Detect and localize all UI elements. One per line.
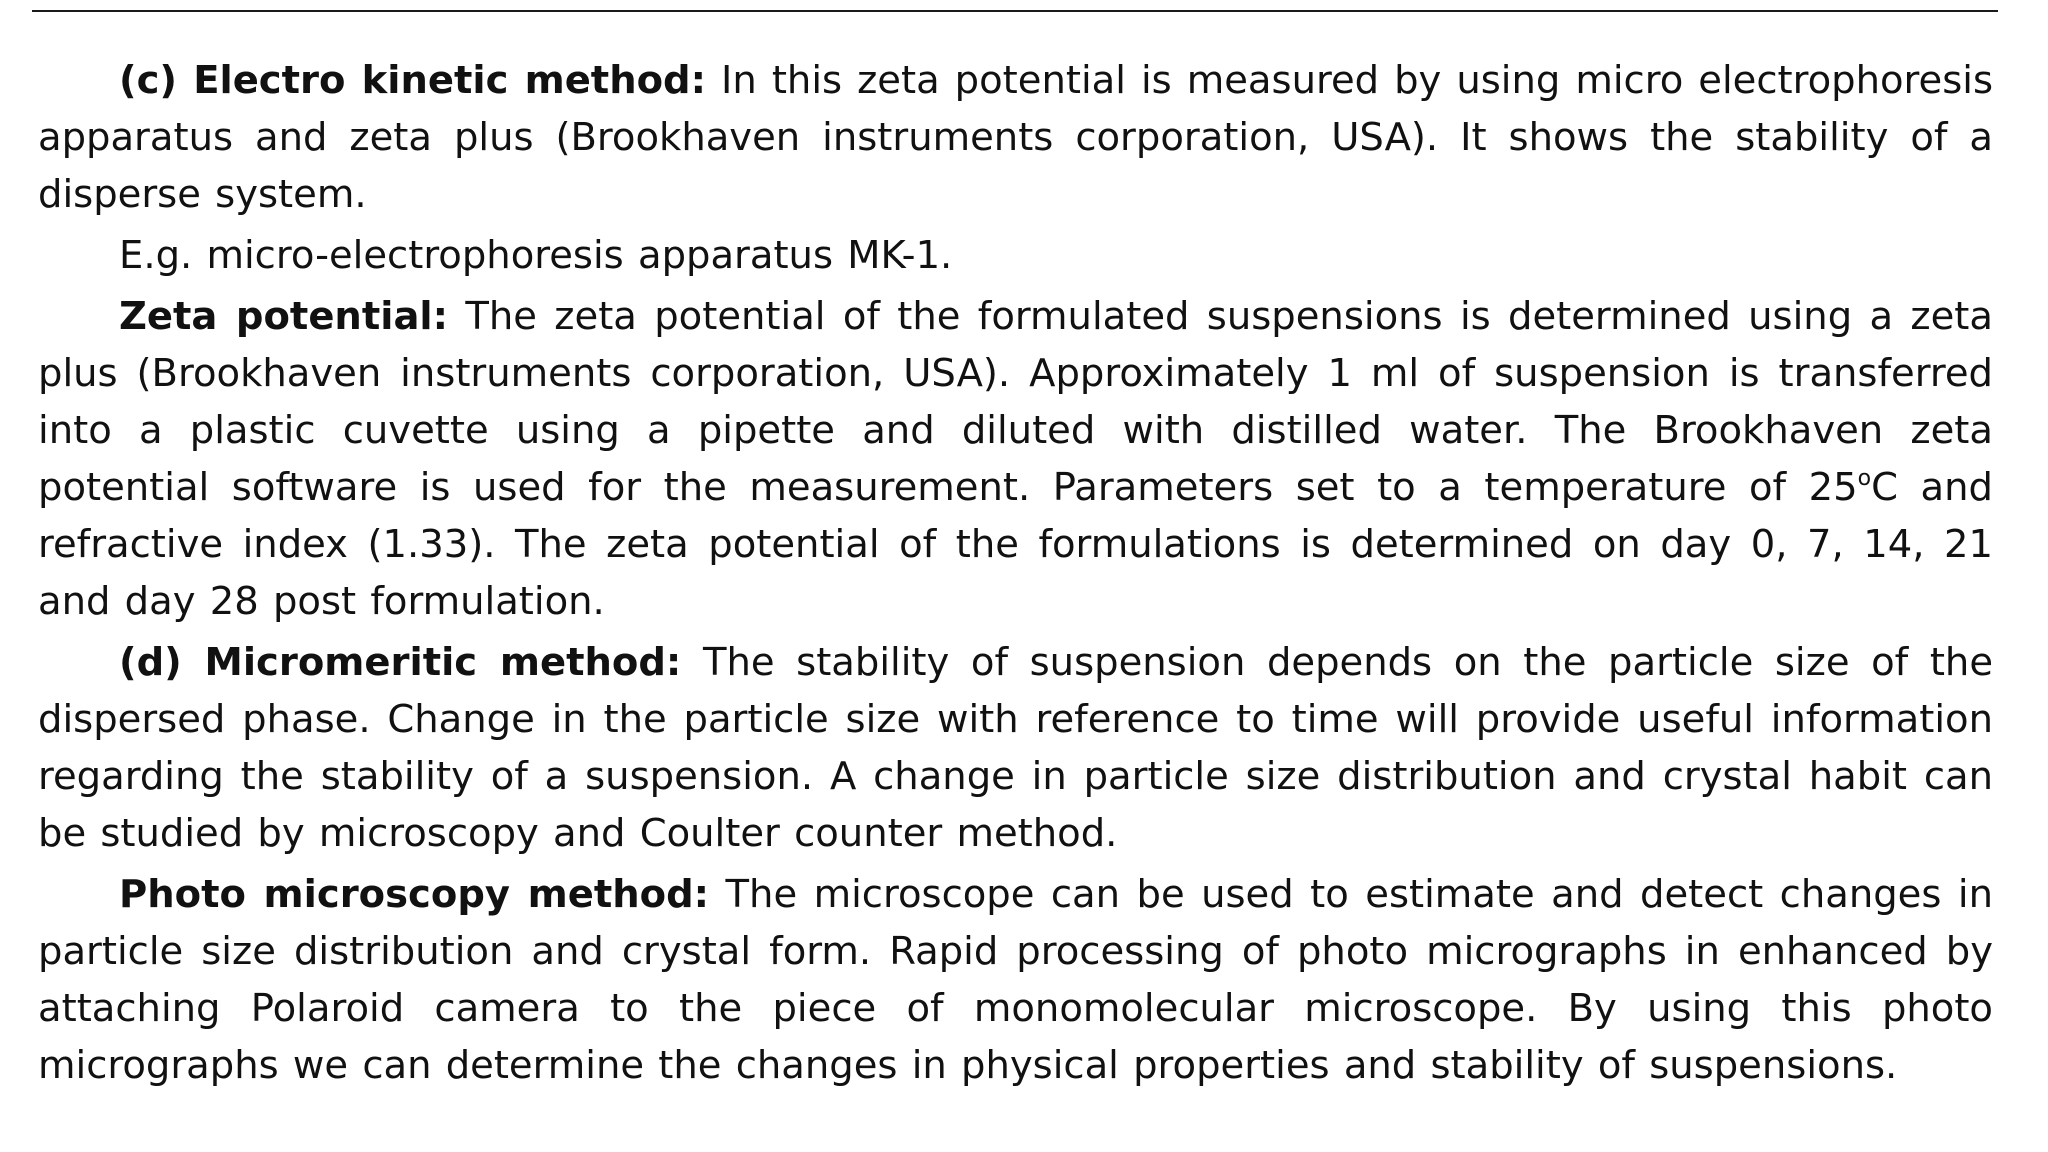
paragraph-text-continued: C and refractive index (1.33). The zeta potential of the formulations is determined on day 0, 7, 14, 21 and day 28 post formulation.: [38, 465, 1993, 624]
paragraph-example: [38, 227, 1993, 284]
degree-superscript: o: [1857, 466, 1872, 491]
paragraph-text: E.g. micro-electrophoresis apparatus MK-1.: [119, 233, 953, 278]
heading-electro-kinetic-method: (c) Electro kinetic method:: [119, 58, 707, 103]
document-body: [38, 52, 1993, 1098]
heading-zeta-potential: Zeta potential:: [119, 294, 449, 339]
heading-photo-microscopy-method: Photo microscopy method:: [119, 872, 710, 917]
paragraph-text: The microscope can be used to estimate and detect changes in particle size distribution and crystal form. Rapid processing of photo micrographs in enhanced by attaching Polaroid camera to the piece of monomolecular microscope. By using this photo micrographs we can determine the changes in physical properties and stability of suspensions.: [38, 872, 1993, 1088]
paragraph-micromeritic-method: [38, 634, 1993, 862]
paragraph-text: In this zeta potential is measured by using micro electrophoresis apparatus and zeta plus (Brookhaven instruments corporation, USA). It shows the stability of a disperse system.: [38, 58, 1994, 217]
paragraph-electro-kinetic-method: [38, 52, 1993, 223]
paragraph-text: The stability of suspension depends on the particle size of the dispersed phase. Change in the particle size with reference to time will provide useful information regarding the stability of a suspension. A change in particle size distribution and crystal habit can be studied by microscopy and Coulter counter method.: [38, 640, 1994, 856]
paragraph-zeta-potential: [38, 288, 1993, 630]
top-divider-line: [32, 10, 1998, 12]
paragraph-photo-microscopy-method: [38, 866, 1993, 1094]
paragraph-text: The zeta potential of the formulated suspensions is determined using a zeta plus (Brookhaven instruments corporation, USA). Approximately 1 ml of suspension is transferred into a plastic cuvette using a pipette and diluted with distilled water. The Brookhaven zeta potential software is used for the measurement. Parameters set to a temperature of 25: [38, 294, 1993, 510]
heading-micromeritic-method: (d) Micromeritic method:: [119, 640, 682, 685]
